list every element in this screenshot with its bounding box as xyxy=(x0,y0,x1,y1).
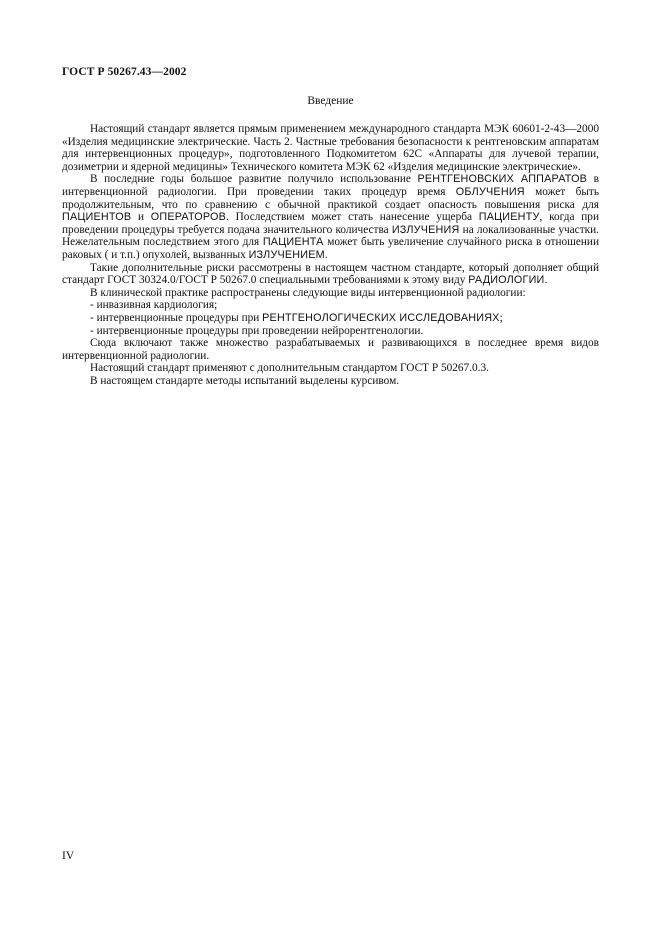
paragraph-text: Настоящий стандарт является прямым применением международного стандарта МЭК 60601-2-43—2000 «Изделия медицинские электрические. Часть 2. Частные требования безопасности к рентгеновским аппаратам для интервенционных процедур», подготовленного Подкомитетом 62С «Аппараты для лучевой терапии, дозиметрии и ядерной медицины» Технического комитета МЭК 62 «Изделия медицинские электрические». xyxy=(62,123,599,173)
term-operators: ОПЕРАТОРОВ xyxy=(150,211,227,224)
paragraph-text: Сюда включают также множество разрабатываемых и развивающихся в последнее время видов интервенционной радиологии. xyxy=(62,337,599,362)
paragraph-text: может быть продолжительным, что по сравнению с обычной практикой создает опасность повышения риска для xyxy=(62,185,599,211)
term-radiology: РАДИОЛОГИИ xyxy=(468,274,545,287)
radiology-types-list xyxy=(62,299,599,337)
term-patient-dative: ПАЦИЕНТУ xyxy=(478,211,540,224)
list-item xyxy=(62,299,599,312)
paragraph-text: Такие дополнительные риски рассмотрены в настоящем частном стандарте, который дополняет общий стандарт ГОСТ 30324.0/ГОСТ Р 50267.0 специальными требованиями к этому виду xyxy=(62,261,599,287)
paragraph-additional-risks xyxy=(62,262,599,287)
list-item xyxy=(62,312,599,325)
paragraph-risks xyxy=(62,173,599,261)
paragraph-text: и xyxy=(131,211,151,224)
term-radiation-instrumental: ИЗЛУЧЕНИЕМ xyxy=(248,248,325,261)
list-item-text: - интервенционные процедуры при xyxy=(90,311,263,324)
term-radiation: ИЗЛУЧЕНИЯ xyxy=(391,223,460,236)
paragraph-text: В последние годы большое развитие получило использование xyxy=(90,173,418,186)
paragraph-text: на локализованные участки. Нежелательным последствием этого для xyxy=(62,223,599,249)
list-item-text: - интервенционные процедуры при проведении нейрорентгенологии. xyxy=(90,324,424,337)
page-number: IV xyxy=(62,850,75,862)
list-item-text: ; xyxy=(499,311,503,324)
list-item xyxy=(62,325,599,338)
list-item-text: - инвазивная кардиология; xyxy=(90,299,218,312)
section-title: Введение xyxy=(307,95,354,107)
term-patients: ПАЦИЕНТОВ xyxy=(62,211,132,224)
paragraph-text: В настоящем стандарте методы испытаний выделены курсивом. xyxy=(90,374,400,387)
paragraph-text: может быть увеличение случайного риска в отношении раковых ( и т.п.) опухолей, вызванных xyxy=(62,236,599,261)
paragraph-text: . xyxy=(544,274,548,287)
document-header: ГОСТ Р 50267.43—2002 xyxy=(62,66,187,78)
term-patient-genitive: ПАЦИЕНТА xyxy=(262,236,324,249)
paragraph-test-methods-note xyxy=(62,375,599,388)
term-xray-examinations: РЕНТГЕНОЛОГИЧЕСКИХ ИССЛЕДОВАНИЯХ xyxy=(262,311,500,324)
paragraph-text: В клинической практике распространены следующие виды интервенционной радиологии: xyxy=(90,286,526,299)
paragraph-text: . xyxy=(324,248,328,261)
paragraph-intro xyxy=(62,123,599,173)
term-irradiation: ОБЛУЧЕНИЯ xyxy=(455,185,525,198)
document-body xyxy=(62,123,599,387)
paragraph-developing-types xyxy=(62,337,599,362)
term-xray-apparatus: РЕНТГЕНОВСКИХ АППАРАТОВ xyxy=(417,173,588,186)
paragraph-text: в интервенционной радиологии. При проведении таких процедур время xyxy=(62,173,599,198)
paragraph-text: Настоящий стандарт применяют с дополнительным стандартом ГОСТ Р 50267.0.3. xyxy=(90,362,489,375)
paragraph-collateral-standard xyxy=(62,362,599,375)
paragraph-text: . Последствием может стать нанесение ущерба xyxy=(226,211,479,224)
paragraph-text: , когда при проведении процедуры требуется подача значительного количества xyxy=(62,211,599,236)
paragraph-list-intro xyxy=(62,287,599,300)
